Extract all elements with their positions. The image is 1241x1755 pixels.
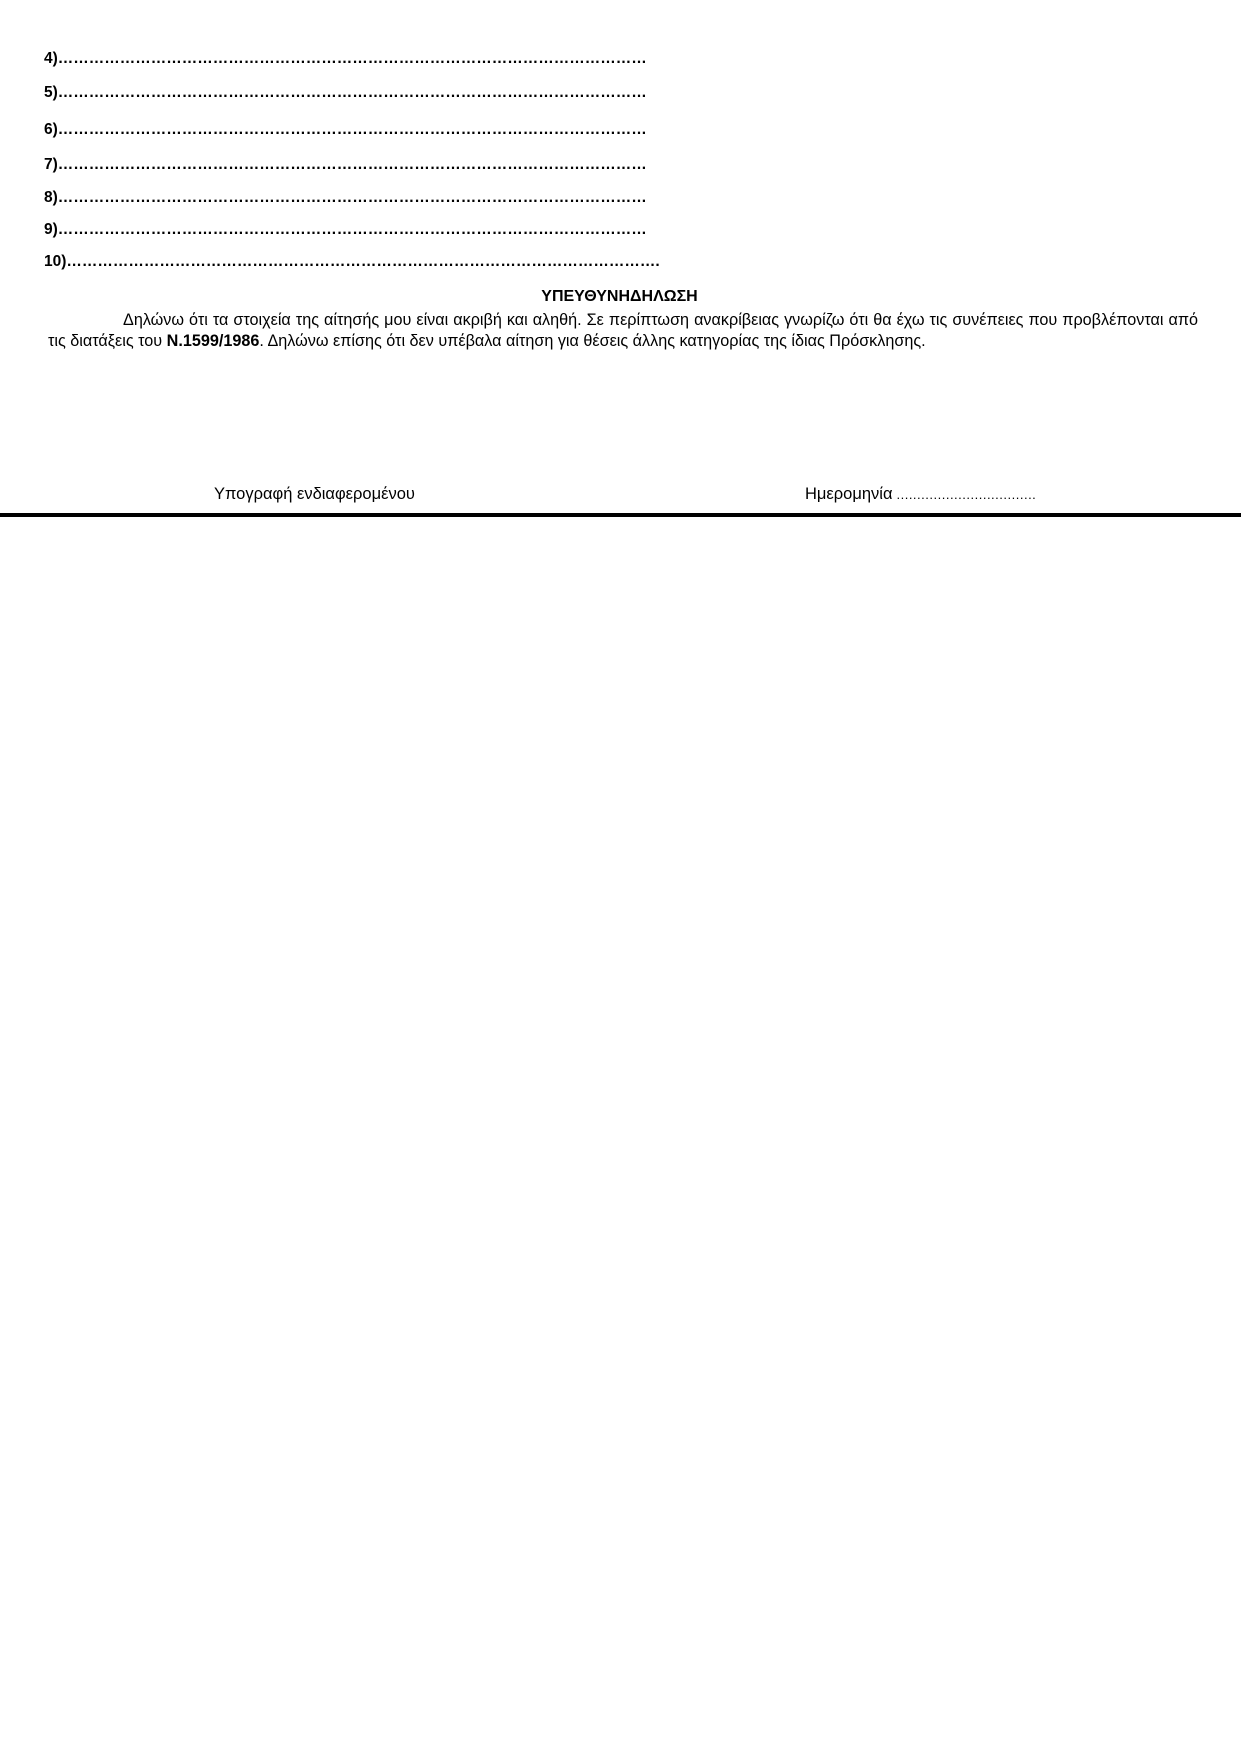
fill-dots: …………………………………………………………………………………………………… [57,189,647,206]
blank-line-10 [44,253,660,271]
line-number: 6) [44,121,58,138]
fill-dots: …………………………………………………………………………………………………… [57,50,647,67]
blank-line-8 [44,189,647,207]
date-label: Ημερομηνία [805,485,893,503]
line-number: 7) [44,156,58,173]
line-number: 5) [44,84,58,101]
fill-dots: …………………………………………………………………………………………………… [57,84,647,101]
bottom-divider [0,513,1241,517]
blank-line-4 [44,50,647,68]
blank-line-5 [44,84,647,102]
date-blank: .................................. [896,487,1037,502]
signature-label: Υπογραφή ενδιαφερομένου [214,485,415,503]
declaration-paragraph [48,310,1198,352]
law-reference: Ν.1599/1986 [166,332,260,350]
line-number: 4) [44,50,58,67]
line-number: 10) [44,253,67,270]
line-number: 8) [44,189,58,206]
fill-dots: …………………………………………………………………………………………………… [57,221,647,238]
fill-dots: ……………………………………………………………………………………………………. [66,253,660,270]
blank-line-6 [44,121,647,139]
declaration-title: ΥΠΕΥΘΥΝΗΔΗΛΩΣΗ [541,288,698,305]
line-number: 9) [44,221,58,238]
blank-line-9 [44,221,647,239]
fill-dots: …………………………………………………………………………………………………… [57,121,647,138]
declaration-text-part1: Δηλώνω ότι τα στοιχεία της αίτησής μου είναι ακριβή και αληθή. Σε περίπτωση ανακρίβειας γνωρίζω ότι θα έχω τις συνέπειες που προβλέπονται από τις διατάξεις του [48,311,1198,350]
declaration-text-part2: . Δηλώνω επίσης ότι δεν υπέβαλα αίτηση για θέσεις άλλης κατηγορίας της ίδιας Πρόσκλησης. [259,332,926,350]
fill-dots: …………………………………………………………………………………………………… [57,156,647,173]
blank-line-7 [44,156,647,174]
date-field [805,485,1036,504]
